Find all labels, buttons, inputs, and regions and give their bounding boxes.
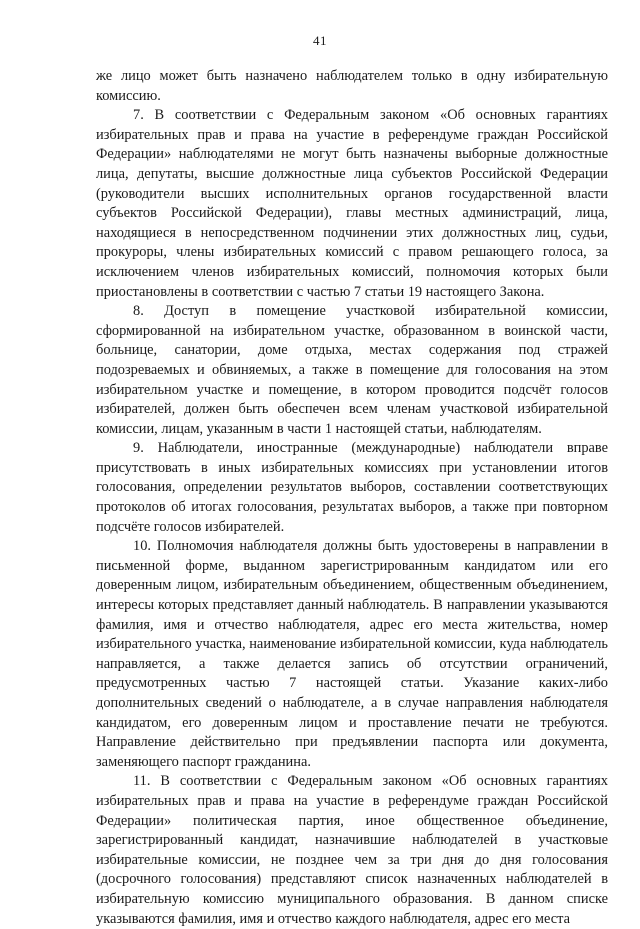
page-number: 41 [313,33,327,48]
paragraph-continuation: же лицо может быть назначено наблюдателем только в одну избирательную комиссию. [96,68,608,104]
document-body [96,67,608,929]
paragraph-11: 11. В соответствии с Федеральным законом «Об основных гарантиях избирательных прав и права на участие в референдуме граждан Российской Федерации» политическая партия, иное общественное объединение, зарегистрированный кандидат, назначившие наблюдателей в участковые избирательные комиссии, не позднее чем за три дня до дня голосования (досрочного голосования) представляют список назначенных наблюдателей в избирательную комиссию муниципального образования. В данном списке указываются фамилия, имя и отчество каждого наблюдателя, адрес его места [96,773,608,927]
paragraph-10: 10. Полномочия наблюдателя должны быть удостоверены в направлении в письменной форме, выданном зарегистрированным кандидатом или его доверенным лицом, избирательным объединением, общественным объединением, интересы которых представляет данный наблюдатель. В направлении указываются фамилия, имя и отчество наблюдателя, адрес его места жительства, номер избирательного участка, наименование избирательной комиссии, куда наблюдатель направляется, а также делается запись об отсутствии ограничений, предусмотренных частью 7 настоящей статьи. Указание каких-либо дополнительных сведений о наблюдателе, а в случае направления наблюдателя кандидатом, его доверенным лицом и проставление печати не требуются. Направление действительно при предъявлении паспорта или документа, заменяющего паспорт гражданина. [96,538,608,770]
paragraph-9: 9. Наблюдатели, иностранные (международные) наблюдатели вправе присутствовать в иных избирательных комиссиях при установлении итогов голосования, определении результатов выборов, составлении соответствующих протоколов об итогах голосования, результатах выборов, а также при повторном подсчёте голосов избирателей. [96,440,608,535]
paragraph-8: 8. Доступ в помещение участковой избирательной комиссии, сформированной на избирательном участке, образованном в воинской части, больнице, санатории, доме отдыха, местах содержания под стражей подозреваемых и обвиняемых, а также в помещение для голосования на этом избирательном участке и помещение, в котором проводится подсчёт голосов избирателей, должен быть обеспечен всем членам участковой избирательной комиссии, лицам, указанным в части 1 настоящей статьи, наблюдателям. [96,303,608,437]
paragraph-7: 7. В соответствии с Федеральным законом «Об основных гарантиях избирательных прав и права на участие в референдуме граждан Российской Федерации» наблюдателями не могут быть назначены выборные должностные лица, депутаты, высшие должностные лица субъектов Российской Федерации (руководители высших исполнительных органов государственной власти субъектов Российской Федерации), главы местных администраций, лица, находящиеся в непосредственном подчинении этих должностных лиц, судьи, прокуроры, члены избирательных комиссий с правом решающего голоса, за исключением членов избирательных комиссий, полномочия которых были приостановлены в соответствии с частью 7 статьи 19 настоящего Закона. [96,107,608,300]
